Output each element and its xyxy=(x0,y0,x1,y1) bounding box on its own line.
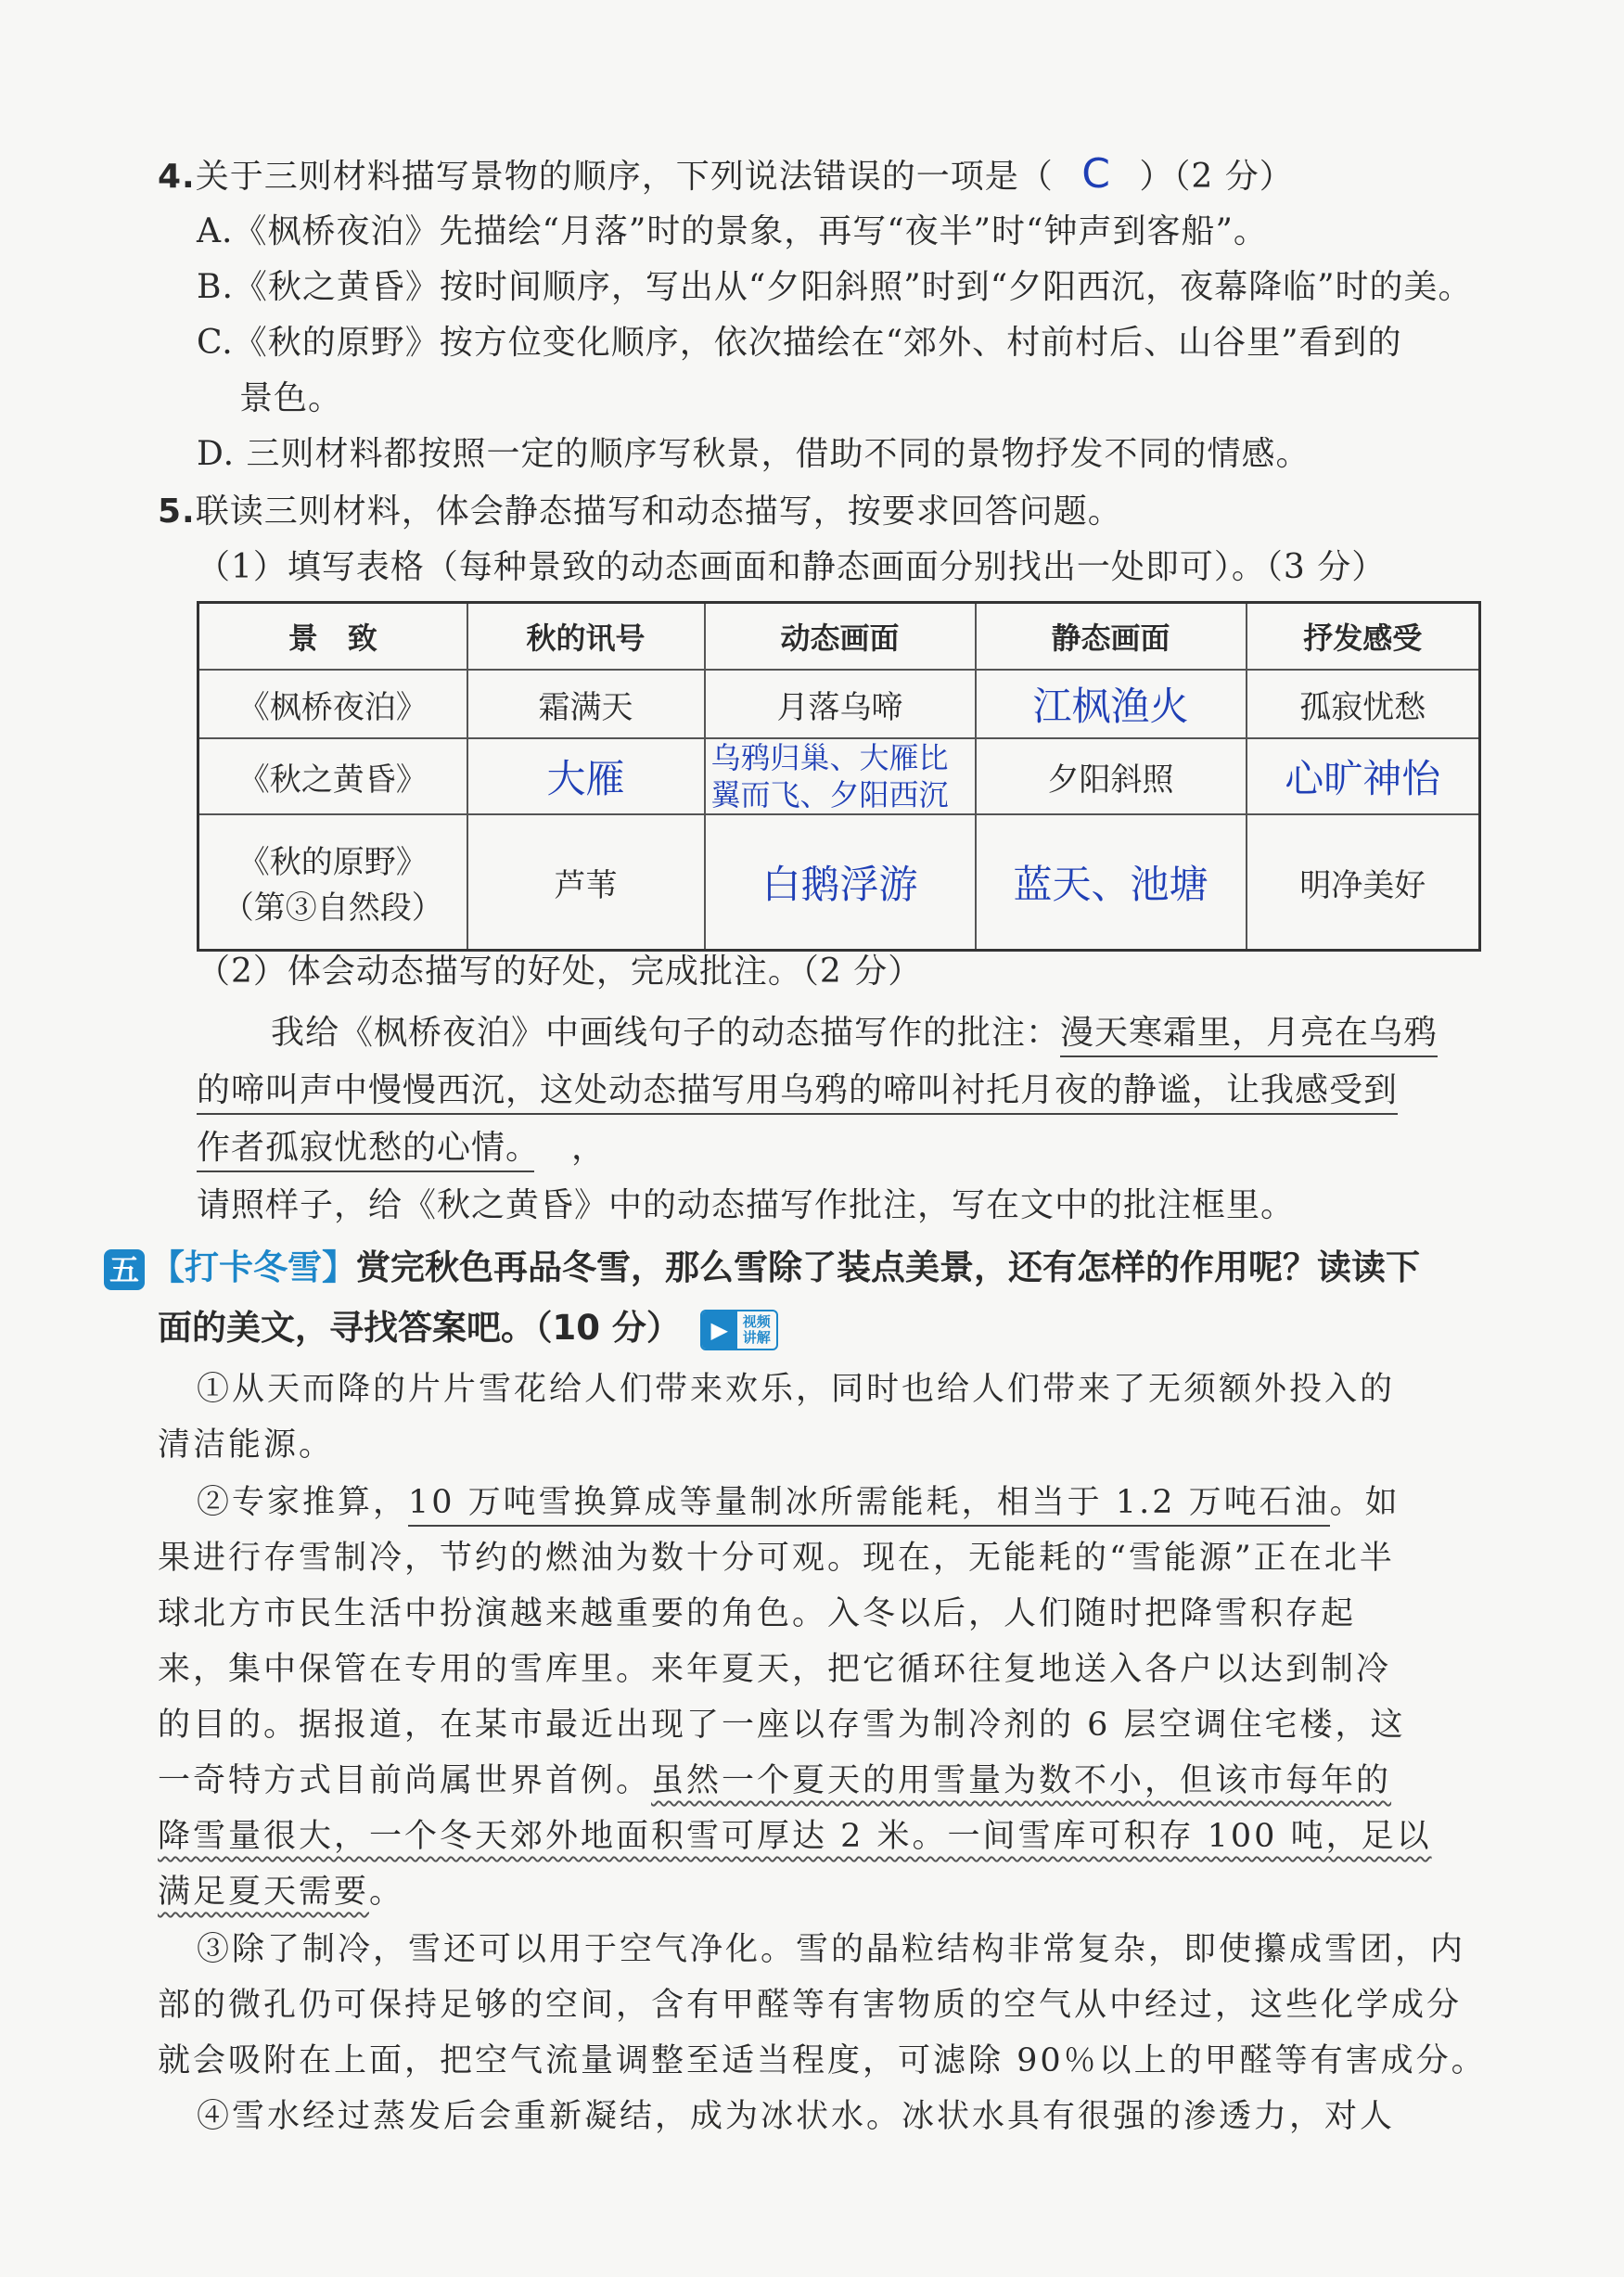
q4-stem-mid: 的一项是（ xyxy=(881,158,1054,196)
passage-p2-line8-end: 。 xyxy=(369,1874,405,1911)
example-intro: 我给《枫桥夜泊》中画线句子的动态描写作的批注： xyxy=(271,1014,1061,1052)
cell-scene-title: 《秋的原野》 xyxy=(237,844,428,881)
header-signal: 秋的讯号 xyxy=(467,603,705,671)
passage-p2-line6 xyxy=(158,1759,1391,1803)
q4-option-c: C.《秋的原野》按方位变化顺序，依次描绘在“郊外、村前村后、山谷里”看到的 xyxy=(197,324,1402,362)
passage-p3-line1: ③除了制冷，雪还可以用于空气净化。雪的晶粒结构非常复杂，即使攥成雪团，内 xyxy=(197,1931,1466,1968)
passage-p1-line1: ①从天而降的片片雪花给人们带来欢乐，同时也给人们带来了无须额外投入的 xyxy=(197,1371,1396,1408)
section5-badge: 五 xyxy=(104,1249,145,1290)
q5-number: 5. xyxy=(158,492,196,531)
section5-heading xyxy=(104,1246,1420,1290)
header-feeling: 抒发感受 xyxy=(1247,603,1480,671)
section5-heading-line2: 面的美文，寻找答案吧。（10 分） xyxy=(158,1308,681,1348)
cell-scene: 《枫桥夜泊》 xyxy=(198,670,467,738)
passage-p2-line4: 来，集中保管在专用的雪库里。来年夏天，把它循环往复地送入各户以达到制冷 xyxy=(158,1651,1392,1688)
header-dynamic: 动态画面 xyxy=(705,603,976,671)
passage-p4-line1: ④雪水经过蒸发后会重新凝结，成为冰状水。冰状水具有很强的渗透力，对人 xyxy=(197,2098,1396,2135)
passage-p2-line6-wavy: 虽然一个夏天的用雪量为数不小，但该市每年的 xyxy=(651,1762,1392,1799)
cell-scene xyxy=(198,814,467,951)
cell-static: 夕阳斜照 xyxy=(976,738,1247,814)
passage-p2-lead: ②专家推算， xyxy=(197,1484,409,1521)
passage-p2-line7 xyxy=(158,1814,1432,1859)
section5-heading-line1: 赏完秋色再品冬雪，那么雪除了装点美景，还有怎样的作用呢？读读下 xyxy=(356,1247,1420,1287)
q4-answer: C xyxy=(1081,150,1111,198)
passage-p2-line7-wavy: 降雪量很大，一个冬天郊外地面积雪可厚达 2 米。一间雪库可积存 100 吨，足以 xyxy=(158,1818,1432,1855)
q4-stem-after: ）（2 分） xyxy=(1139,158,1294,196)
cell-dynamic: 月落乌啼 xyxy=(705,670,976,738)
cell-signal: 霜满天 xyxy=(467,670,705,738)
passage-p2-line2: 果进行存雪制冷，节约的燃油为数十分可观。现在，无能耗的“雪能源”正在北半 xyxy=(158,1540,1395,1577)
example-annotation-2: 的啼叫声中慢慢西沉，这处动态描写用乌鸦的啼叫衬托月夜的静谧，让我感受到 xyxy=(197,1071,1398,1115)
cell-feeling-answer: 心旷神怡 xyxy=(1247,738,1480,814)
cell-signal-answer: 大雁 xyxy=(467,738,705,814)
cell-static-answer: 蓝天、池塘 xyxy=(976,814,1247,951)
cell-scene: 《秋之黄昏》 xyxy=(198,738,467,814)
example-line-2 xyxy=(197,1068,1398,1113)
cell-feeling: 明净美好 xyxy=(1247,814,1480,951)
table-row xyxy=(198,670,1480,738)
section5-heading-cont xyxy=(158,1306,778,1350)
example-annotation-3: 作者孤寂忧愁的心情。 xyxy=(197,1129,534,1172)
passage-p2-tail: 。如 xyxy=(1329,1484,1400,1521)
section5-tag: 【打卡冬雪】 xyxy=(150,1247,356,1287)
video-label-2: 讲解 xyxy=(742,1328,771,1346)
passage-p3-line3: 就会吸附在上面，把空气流量调整至适当程度，可滤除 90％以上的甲醛等有害成分。 xyxy=(158,2042,1487,2079)
q5-stem-text: 联读三则材料，体会静态描写和动态描写，按要求回答问题。 xyxy=(195,492,1122,531)
q4-stem-before: 关于三则材料描写景物的顺序，下列说法 xyxy=(195,158,813,196)
cell-feeling: 孤寂忧愁 xyxy=(1247,670,1480,738)
cell-dynamic-answer: 白鹅浮游 xyxy=(705,814,976,951)
passage-p2-underlined: 10 万吨雪换算成等量制冰所需能耗，相当于 1.2 万吨石油 xyxy=(408,1484,1330,1527)
table-header-row xyxy=(198,603,1480,671)
example-line-1 xyxy=(271,1011,1438,1055)
q4-stem-emphasis: 错误 xyxy=(812,158,882,196)
passage-p2-line8 xyxy=(158,1870,404,1914)
example-annotation-1: 漫天寒霜里，月亮在乌鸦 xyxy=(1060,1014,1438,1057)
example-end-mark: ， xyxy=(571,1129,607,1167)
q4-option-a: A.《枫桥夜泊》先描绘“月落”时的景象，再写“夜半”时“钟声到客船”。 xyxy=(197,212,1268,250)
cell-static-answer: 江枫渔火 xyxy=(976,670,1247,738)
cell-signal: 芦苇 xyxy=(467,814,705,951)
q5-sub2: （2）体会动态描写的好处，完成批注。（2 分） xyxy=(197,953,923,991)
passage-p1-line2: 清洁能源。 xyxy=(158,1426,335,1464)
header-static: 静态画面 xyxy=(976,603,1247,671)
video-explain-button[interactable] xyxy=(700,1310,778,1350)
passage-p3-line2: 部的微孔仍可保持足够的空间，含有甲醛等有害物质的空气从中经过，这些化学成分 xyxy=(158,1987,1463,2024)
q4-number: 4. xyxy=(158,158,196,196)
passage-p2-line1 xyxy=(197,1480,1400,1525)
q5-sub1: （1）填写表格（每种景致的动态画面和静态画面分别找出一处即可）。（3 分） xyxy=(197,548,1387,586)
cell-dynamic-answer: 乌鸦归巢、大雁比翼而飞、夕阳西沉 xyxy=(705,738,976,814)
table-row xyxy=(198,814,1480,951)
q4-option-b: B.《秋之黄昏》按时间顺序，写出从“夕阳斜照”时到“夕阳西沉，夜幕降临”时的美。 xyxy=(197,268,1473,306)
passage-p2-line8-wavy: 满足夏天需要 xyxy=(158,1874,370,1911)
q4-option-d: D. 三则材料都按照一定的顺序写秋景，借助不同的景物抒发不同的情感。 xyxy=(197,435,1311,473)
example-line-3 xyxy=(197,1126,606,1170)
play-icon: ▶ xyxy=(702,1311,737,1349)
cell-scene-subtitle: （第③自然段） xyxy=(222,889,443,927)
passage-p2-line5: 的目的。据报道，在某市最近出现了一座以存雪为制冷剂的 6 层空调住宅楼，这 xyxy=(158,1707,1406,1744)
table-row xyxy=(198,738,1480,814)
header-scene: 景 致 xyxy=(198,603,467,671)
scene-table xyxy=(197,601,1481,952)
q5-instruction: 请照样子，给《秋之黄昏》中的动态描写作批注，写在文中的批注框里。 xyxy=(197,1186,1296,1224)
passage-p2-line6-plain: 一奇特方式目前尚属世界首例。 xyxy=(158,1762,652,1799)
video-label-1: 视频 xyxy=(742,1312,771,1330)
q4-stem xyxy=(158,152,1294,199)
passage-p2-line3: 球北方市民生活中扮演越来越重要的角色。入冬以后，人们随时把降雪积存起 xyxy=(158,1595,1357,1632)
q4-option-c-cont: 景色。 xyxy=(239,379,343,417)
q5-stem xyxy=(158,490,1122,534)
